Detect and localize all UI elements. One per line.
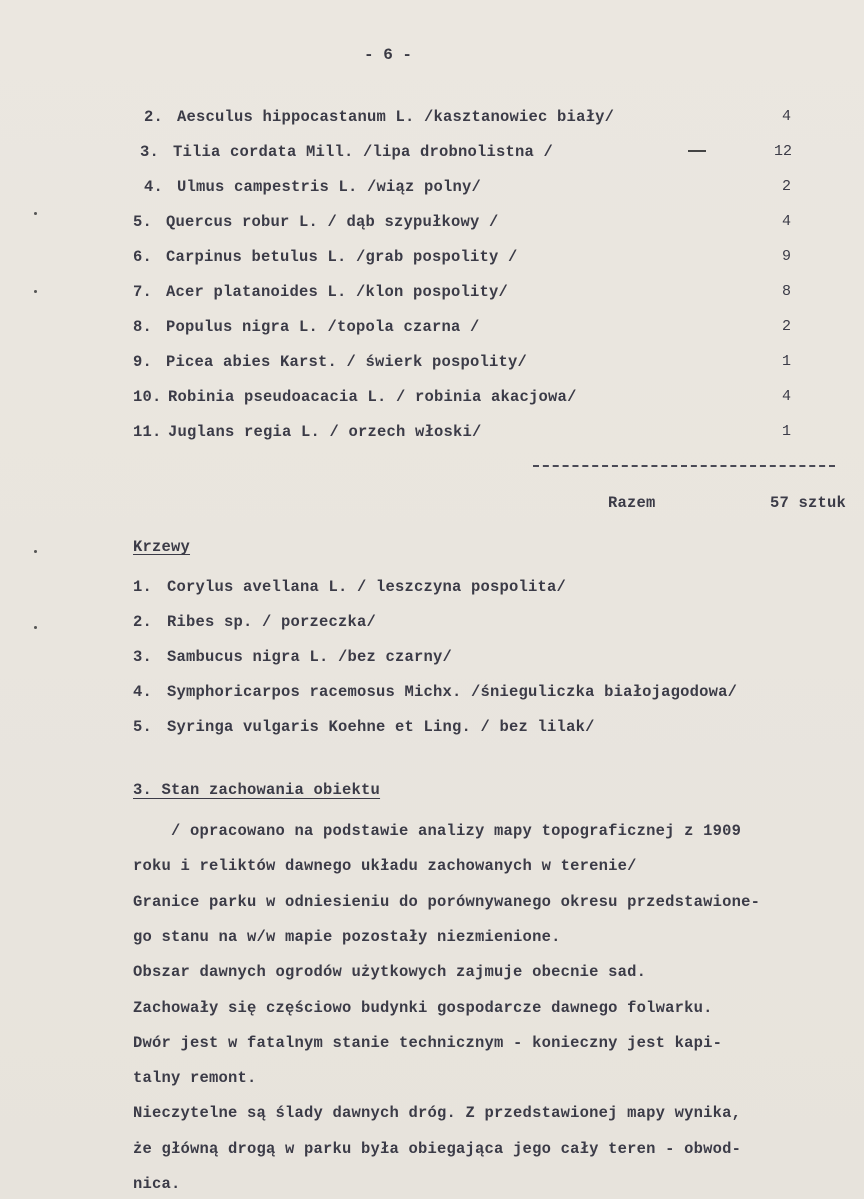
page-number: - 6 - xyxy=(364,46,413,64)
tree-row-name: Robinia pseudoacacia L. / robinia akacjowa/ xyxy=(168,388,577,406)
total-value: 57 sztuk xyxy=(770,494,847,512)
tree-row-name: Acer platanoides L. /klon pospolity/ xyxy=(166,283,509,301)
tree-row-number: 5. xyxy=(133,213,153,231)
shrub-row-name: Corylus avellana L. / leszczyna pospolita/ xyxy=(167,578,567,596)
tree-row-count: 1 xyxy=(782,423,792,440)
tree-row-count: 12 xyxy=(774,143,793,160)
tree-row-count: 4 xyxy=(782,388,792,405)
paragraph-line: że główną drogą w parku była obiegająca jego cały teren - obwod- xyxy=(133,1139,742,1158)
paragraph-line: roku i reliktów dawnego układu zachowanych w terenie/ xyxy=(133,857,637,876)
tree-row-number: 3. xyxy=(140,143,160,161)
paragraph-line: / opracowano na podstawie analizy mapy topograficznej z 1909 xyxy=(133,822,742,840)
shrub-row-number: 1. xyxy=(133,578,153,596)
tree-row-name: Picea abies Karst. / świerk pospolity/ xyxy=(166,353,528,371)
section-heading: 3. Stan zachowania obiektu xyxy=(133,781,381,799)
tree-row-number: 9. xyxy=(133,353,153,371)
tree-row-number: 6. xyxy=(133,248,153,266)
shrub-row-number: 2. xyxy=(133,613,153,631)
paragraph-line: Nieczytelne są ślady dawnych dróg. Z przedstawionej mapy wynika, xyxy=(133,1104,742,1123)
tree-row-name: Tilia cordata Mill. /lipa drobnolistna / xyxy=(173,143,554,161)
tree-row-name: Carpinus betulus L. /grab pospolity / xyxy=(166,248,518,266)
paragraph-line: Granice parku w odniesieniu do porównywanego okresu przedstawione- xyxy=(133,892,761,911)
paragraph-line: go stanu na w/w mapie pozostały niezmienione. xyxy=(133,927,561,946)
tree-row-count: 4 xyxy=(782,108,792,125)
shrub-row-name: Sambucus nigra L. /bez czarny/ xyxy=(167,648,453,666)
shrub-row-name: Syringa vulgaris Koehne et Ling. / bez lilak/ xyxy=(167,718,595,736)
margin-dash-mark xyxy=(688,150,706,152)
tree-row-name: Juglans regia L. / orzech włoski/ xyxy=(168,423,482,441)
paragraph-line: Zachowały się częściowo budynki gospodarcze dawnego folwarku. xyxy=(133,998,713,1017)
tree-row-name: Aesculus hippocastanum L. /kasztanowiec biały/ xyxy=(177,108,615,126)
paragraph-line: nica. xyxy=(133,1175,181,1193)
shrub-row-name: Ribes sp. / porzeczka/ xyxy=(167,613,377,631)
tree-row-name: Ulmus campestris L. /wiąz polny/ xyxy=(177,178,482,196)
paragraph-line: Dwór jest w fatalnym stanie technicznym - konieczny jest kapi- xyxy=(133,1033,723,1052)
margin-speck xyxy=(34,290,37,293)
tree-row-count: 1 xyxy=(782,353,792,370)
tree-row-count: 2 xyxy=(782,178,792,195)
total-rule xyxy=(533,465,835,467)
total-label: Razem xyxy=(608,494,656,512)
tree-row-count: 4 xyxy=(782,213,792,230)
margin-speck xyxy=(34,626,37,629)
margin-speck xyxy=(34,550,37,553)
shrub-row-name: Symphoricarpos racemosus Michx. /śnieguliczka białojagodowa/ xyxy=(167,683,738,701)
margin-speck xyxy=(34,212,37,215)
tree-row-number: 11. xyxy=(133,423,162,441)
tree-row-count: 2 xyxy=(782,318,792,335)
tree-row-count: 8 xyxy=(782,283,792,300)
paragraph-line: Obszar dawnych ogrodów użytkowych zajmuje obecnie sad. xyxy=(133,963,647,982)
tree-row-number: 4. xyxy=(144,178,164,196)
tree-row-name: Quercus robur L. / dąb szypułkowy / xyxy=(166,213,499,231)
paragraph-line: talny remont. xyxy=(133,1069,257,1088)
tree-row-count: 9 xyxy=(782,248,792,265)
shrub-row-number: 5. xyxy=(133,718,153,736)
tree-row-number: 7. xyxy=(133,283,153,301)
tree-row-number: 8. xyxy=(133,318,153,336)
tree-row-name: Populus nigra L. /topola czarna / xyxy=(166,318,480,336)
shrubs-heading: Krzewy xyxy=(133,538,191,556)
shrub-row-number: 4. xyxy=(133,683,153,701)
tree-row-number: 2. xyxy=(144,108,164,126)
tree-row-number: 10. xyxy=(133,388,162,406)
shrub-row-number: 3. xyxy=(133,648,153,666)
